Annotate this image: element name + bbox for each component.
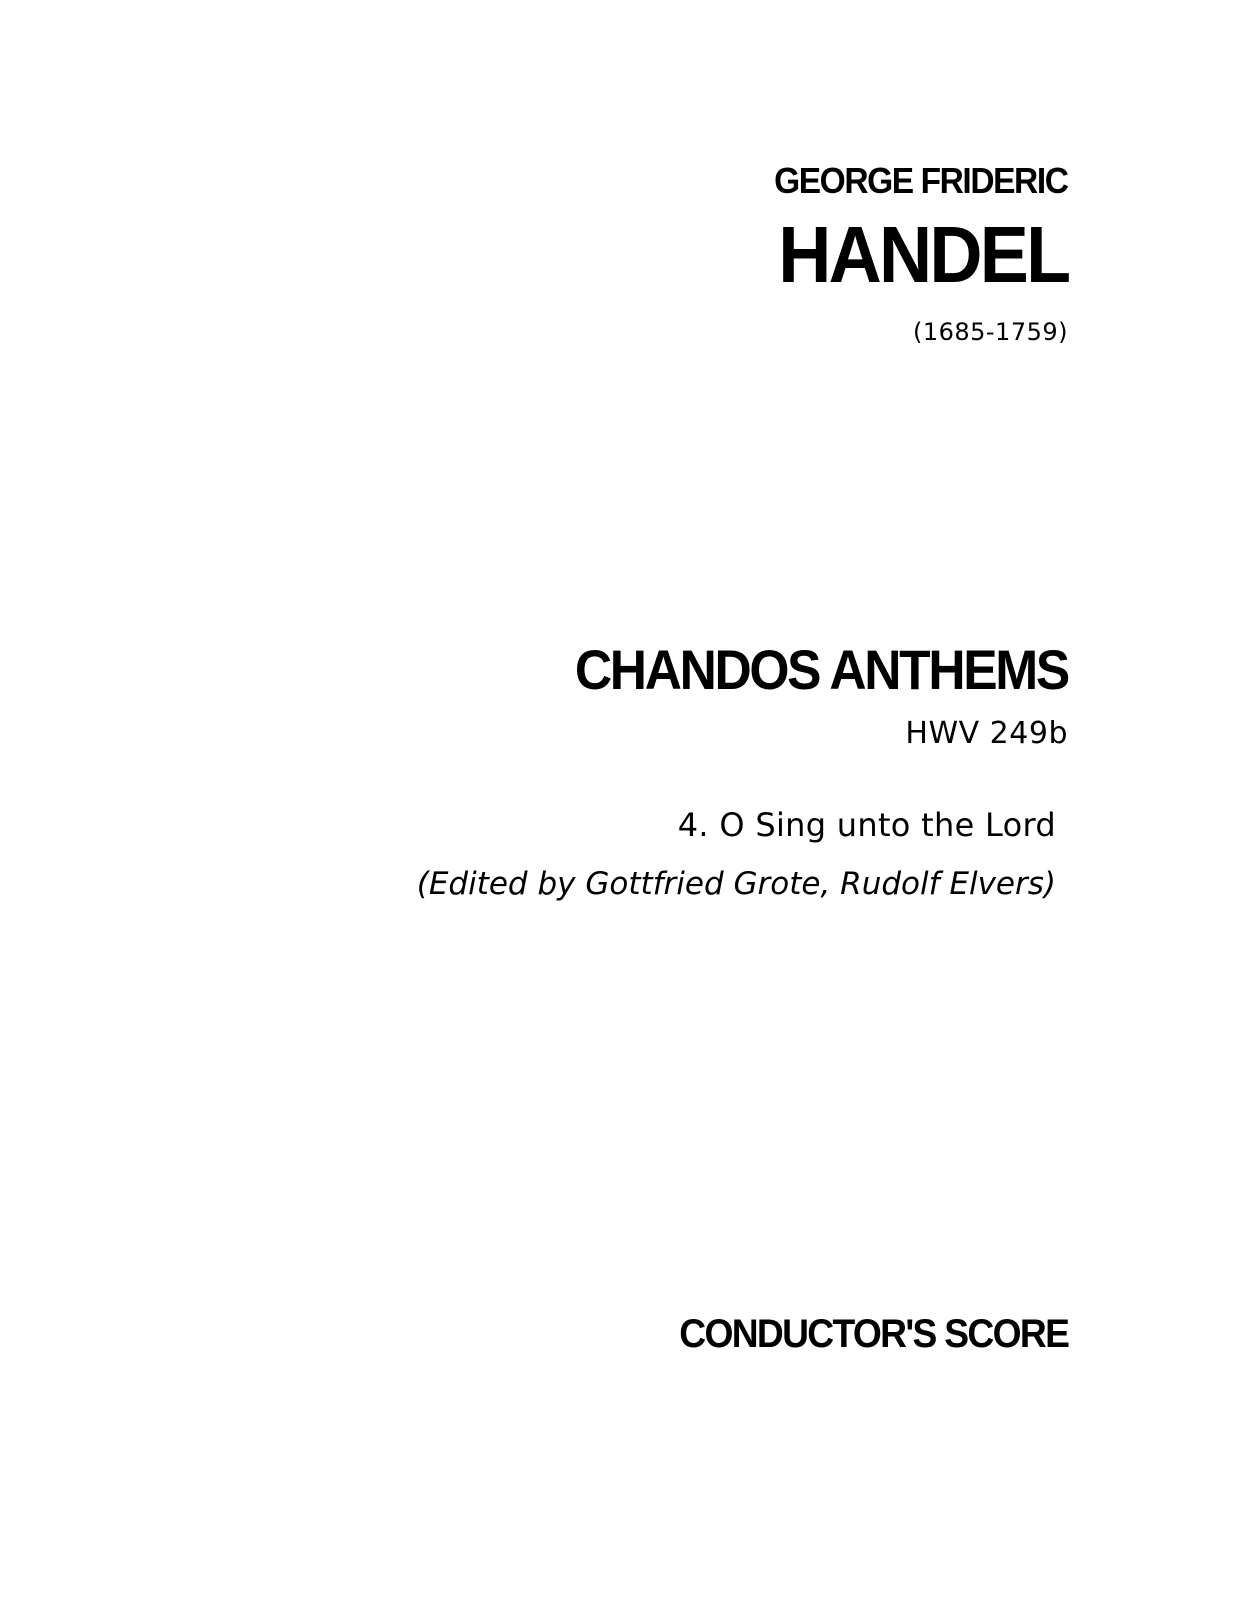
composer-surname: HANDEL bbox=[777, 210, 1068, 299]
score-type: CONDUCTOR'S SCORE bbox=[679, 1312, 1068, 1356]
editors-credit: (Edited by Gottfried Grote, Rudolf Elvers) bbox=[416, 866, 1056, 902]
movement-title: 4. O Sing unto the Lord bbox=[677, 806, 1056, 844]
catalog-number: HWV 249b bbox=[905, 716, 1068, 751]
work-title: CHANDOS ANTHEMS bbox=[574, 638, 1068, 701]
composer-dates: (1685-1759) bbox=[912, 318, 1068, 346]
composer-first-names: GEORGE FRIDERIC bbox=[774, 160, 1068, 201]
